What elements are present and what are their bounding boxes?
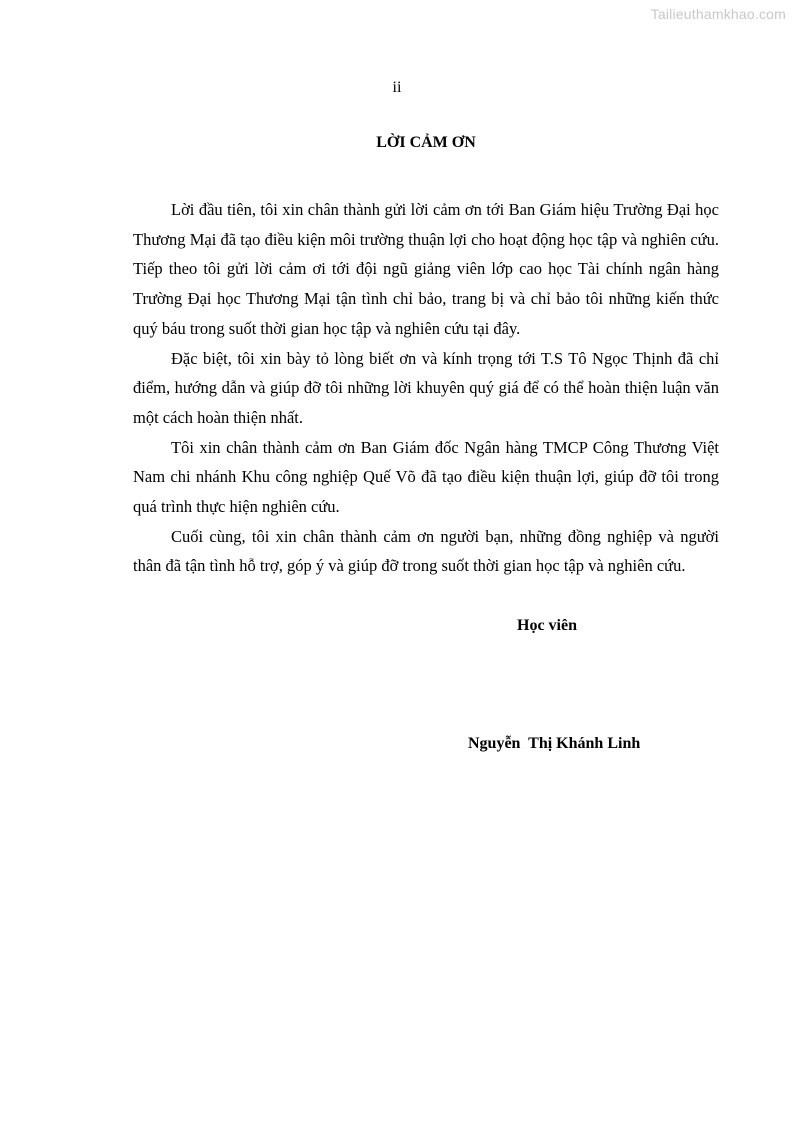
acknowledgement-body: [133, 195, 719, 581]
page-title: LỜI CẢM ƠN: [376, 134, 476, 151]
paragraph-3: Tôi xin chân thành cảm ơn Ban Giám đốc Ngân hàng TMCP Công Thương Việt Nam chi nhánh Khu công nghiệp Quế Võ đã tạo điều kiện thuận lợi, giúp đỡ tôi trong quá trình thực hiện nghiên cứu.: [133, 437, 719, 517]
page-number: ii: [392, 79, 402, 96]
signer-role: Học viên: [517, 617, 577, 634]
paragraph-4: Cuối cùng, tôi xin chân thành cảm ơn người bạn, những đồng nghiệp và người thân đã tận tình hỗ trợ, góp ý và giúp đỡ trong suốt thời gian học tập và nghiên cứu.: [133, 526, 719, 576]
paragraph-1: Lời đầu tiên, tôi xin chân thành gửi lời cảm ơn tới Ban Giám hiệu Trường Đại học Thương Mại đã tạo điều kiện môi trường thuận lợi cho hoạt động học tập và nghiên cứu. Tiếp theo tôi gửi lời cảm ơi tới đội ngũ giảng viên lớp cao học Tài chính ngân hàng Trường Đại học Thương Mại tận tình chỉ bảo, trang bị và chỉ bảo tôi những kiến thức quý báu trong suốt thời gian học tập và nghiên cứu tại đây.: [133, 200, 719, 338]
watermark: Tailieuthamkhao.com: [650, 6, 786, 22]
paragraph-2: Đặc biệt, tôi xin bày tỏ lòng biết ơn và kính trọng tới T.S Tô Ngọc Thịnh đã chỉ điểm, hướng dẫn và giúp đỡ tôi những lời khuyên quý giá để có thể hoàn thiện luận văn một cách hoàn thiện nhất.: [133, 348, 719, 427]
signer-name: Nguyễn Thị Khánh Linh: [468, 735, 641, 752]
